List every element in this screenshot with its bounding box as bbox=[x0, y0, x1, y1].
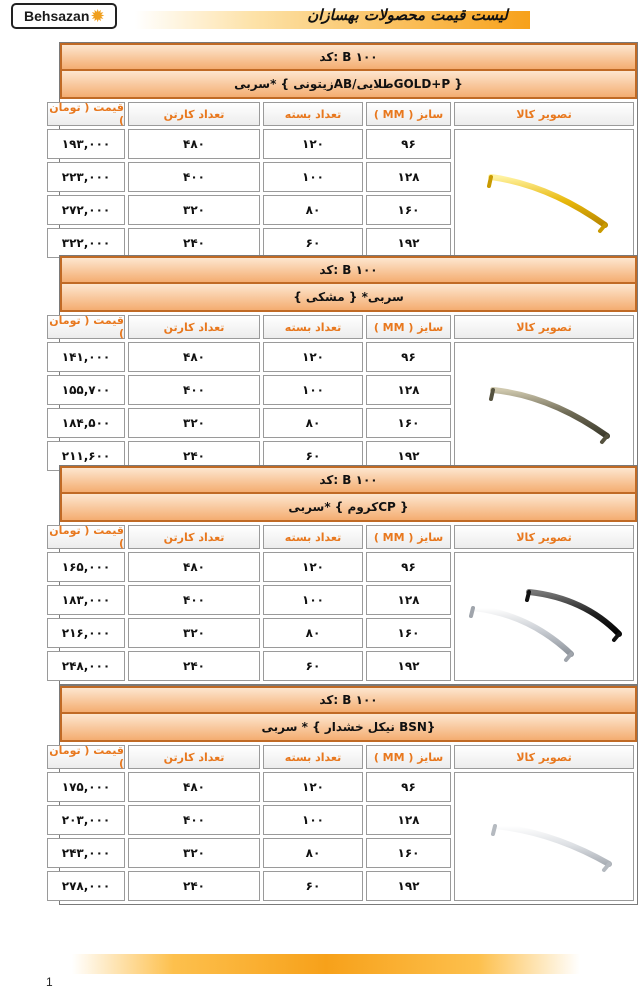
product-name: سربی* { زیتونیAB/طلاییGOLD+P } bbox=[60, 71, 637, 99]
price-cell: ۱۵۵,۷۰۰ bbox=[47, 375, 125, 405]
col-header-image: تصویر کالا bbox=[454, 102, 634, 126]
col-header-carton: تعداد کارتن bbox=[128, 745, 260, 769]
col-header-price: قیمت ( تومان ) bbox=[47, 525, 125, 549]
col-header-image: تصویر کالا bbox=[454, 525, 634, 549]
chrome-handle-icon bbox=[459, 562, 629, 672]
price-table bbox=[49, 742, 637, 904]
size-cell: ۹۶ bbox=[366, 552, 451, 582]
col-header-image: تصویر کالا bbox=[454, 745, 634, 769]
price-cell: ۲۲۳,۰۰۰ bbox=[47, 162, 125, 192]
carton-cell: ۴۸۰ bbox=[128, 342, 260, 372]
col-header-size: سایز ( MM ) bbox=[366, 525, 451, 549]
col-header-carton: تعداد کارتن bbox=[128, 315, 260, 339]
col-header-price: قیمت ( تومان ) bbox=[47, 102, 125, 126]
carton-cell: ۴۰۰ bbox=[128, 162, 260, 192]
price-cell: ۱۶۵,۰۰۰ bbox=[47, 552, 125, 582]
col-header-size: سایز ( MM ) bbox=[366, 315, 451, 339]
pack-cell: ۶۰ bbox=[263, 871, 363, 901]
col-header-carton: تعداد کارتن bbox=[128, 525, 260, 549]
pack-cell: ۸۰ bbox=[263, 408, 363, 438]
col-header-pack: تعداد بسته bbox=[263, 745, 363, 769]
pack-cell: ۱۲۰ bbox=[263, 552, 363, 582]
size-cell: ۱۲۸ bbox=[366, 375, 451, 405]
price-table bbox=[49, 312, 637, 474]
size-cell: ۱۶۰ bbox=[366, 838, 451, 868]
carton-cell: ۲۴۰ bbox=[128, 871, 260, 901]
price-cell: ۲۷۲,۰۰۰ bbox=[47, 195, 125, 225]
pack-cell: ۸۰ bbox=[263, 618, 363, 648]
col-header-size: سایز ( MM ) bbox=[366, 745, 451, 769]
bronze-handle-icon bbox=[459, 352, 629, 462]
price-cell: ۲۱۱,۶۰۰ bbox=[47, 441, 125, 471]
brand-logo bbox=[11, 3, 117, 29]
page-title: لیست قیمت محصولات بهسازان bbox=[307, 6, 508, 24]
pack-cell: ۱۰۰ bbox=[263, 162, 363, 192]
carton-cell: ۳۲۰ bbox=[128, 618, 260, 648]
pack-cell: ۶۰ bbox=[263, 441, 363, 471]
size-cell: ۱۶۰ bbox=[366, 195, 451, 225]
carton-cell: ۴۰۰ bbox=[128, 805, 260, 835]
price-cell: ۲۰۳,۰۰۰ bbox=[47, 805, 125, 835]
pack-cell: ۱۲۰ bbox=[263, 342, 363, 372]
col-header-price: قیمت ( تومان ) bbox=[47, 745, 125, 769]
price-cell: ۱۴۱,۰۰۰ bbox=[47, 342, 125, 372]
carton-cell: ۲۴۰ bbox=[128, 441, 260, 471]
carton-cell: ۴۸۰ bbox=[128, 772, 260, 802]
price-cell: ۲۷۸,۰۰۰ bbox=[47, 871, 125, 901]
pack-cell: ۱۰۰ bbox=[263, 805, 363, 835]
gold-handle-icon bbox=[459, 139, 629, 249]
size-cell: ۹۶ bbox=[366, 129, 451, 159]
carton-cell: ۳۲۰ bbox=[128, 408, 260, 438]
product-image bbox=[454, 552, 634, 681]
product-code: کد: B ۱۰۰ bbox=[60, 686, 637, 714]
size-cell: ۱۹۲ bbox=[366, 871, 451, 901]
product-card bbox=[49, 42, 638, 262]
carton-cell: ۴۸۰ bbox=[128, 552, 260, 582]
price-cell: ۳۲۲,۰۰۰ bbox=[47, 228, 125, 258]
product-card bbox=[49, 685, 638, 905]
col-header-price: قیمت ( تومان ) bbox=[47, 315, 125, 339]
col-header-pack: تعداد بسته bbox=[263, 102, 363, 126]
size-cell: ۱۹۲ bbox=[366, 651, 451, 681]
pack-cell: ۶۰ bbox=[263, 651, 363, 681]
col-header-pack: تعداد بسته bbox=[263, 315, 363, 339]
pack-cell: ۸۰ bbox=[263, 195, 363, 225]
pack-cell: ۱۰۰ bbox=[263, 585, 363, 615]
price-cell: ۲۴۸,۰۰۰ bbox=[47, 651, 125, 681]
product-code: کد: B ۱۰۰ bbox=[60, 43, 637, 71]
carton-cell: ۴۰۰ bbox=[128, 585, 260, 615]
col-header-carton: تعداد کارتن bbox=[128, 102, 260, 126]
product-card bbox=[49, 255, 638, 475]
size-cell: ۱۹۲ bbox=[366, 441, 451, 471]
page-number: 1 bbox=[46, 975, 53, 989]
product-image bbox=[454, 772, 634, 901]
pack-cell: ۱۲۰ bbox=[263, 772, 363, 802]
carton-cell: ۲۴۰ bbox=[128, 651, 260, 681]
logo-text: Behsazan bbox=[24, 8, 90, 24]
carton-cell: ۳۲۰ bbox=[128, 195, 260, 225]
price-table bbox=[49, 522, 637, 684]
pack-cell: ۸۰ bbox=[263, 838, 363, 868]
product-name: سربی* { کرومCP } bbox=[60, 494, 637, 522]
size-cell: ۱۶۰ bbox=[366, 408, 451, 438]
product-name: سربی * { نیکل خشدار BSN} bbox=[60, 714, 637, 742]
col-header-size: سایز ( MM ) bbox=[366, 102, 451, 126]
size-cell: ۱۲۸ bbox=[366, 162, 451, 192]
carton-cell: ۲۴۰ bbox=[128, 228, 260, 258]
price-cell: ۱۸۴,۵۰۰ bbox=[47, 408, 125, 438]
gear-icon: ✹ bbox=[91, 7, 104, 25]
col-header-pack: تعداد بسته bbox=[263, 525, 363, 549]
size-cell: ۱۲۸ bbox=[366, 805, 451, 835]
size-cell: ۱۲۸ bbox=[366, 585, 451, 615]
price-cell: ۱۹۳,۰۰۰ bbox=[47, 129, 125, 159]
product-code: کد: B ۱۰۰ bbox=[60, 256, 637, 284]
size-cell: ۹۶ bbox=[366, 772, 451, 802]
col-header-image: تصویر کالا bbox=[454, 315, 634, 339]
product-image bbox=[454, 129, 634, 258]
price-cell: ۱۸۳,۰۰۰ bbox=[47, 585, 125, 615]
product-name: سربی* { مشکی } bbox=[60, 284, 637, 312]
product-image bbox=[454, 342, 634, 471]
size-cell: ۱۶۰ bbox=[366, 618, 451, 648]
product-card bbox=[49, 465, 638, 685]
pack-cell: ۱۲۰ bbox=[263, 129, 363, 159]
price-table bbox=[49, 99, 637, 261]
pack-cell: ۱۰۰ bbox=[263, 375, 363, 405]
price-cell: ۲۱۶,۰۰۰ bbox=[47, 618, 125, 648]
product-code: کد: B ۱۰۰ bbox=[60, 466, 637, 494]
price-cell: ۲۴۳,۰۰۰ bbox=[47, 838, 125, 868]
carton-cell: ۳۲۰ bbox=[128, 838, 260, 868]
footer-accent-bar bbox=[72, 954, 580, 974]
carton-cell: ۴۰۰ bbox=[128, 375, 260, 405]
pack-cell: ۶۰ bbox=[263, 228, 363, 258]
nickel-handle-icon bbox=[459, 782, 629, 892]
size-cell: ۹۶ bbox=[366, 342, 451, 372]
carton-cell: ۴۸۰ bbox=[128, 129, 260, 159]
price-cell: ۱۷۵,۰۰۰ bbox=[47, 772, 125, 802]
size-cell: ۱۹۲ bbox=[366, 228, 451, 258]
